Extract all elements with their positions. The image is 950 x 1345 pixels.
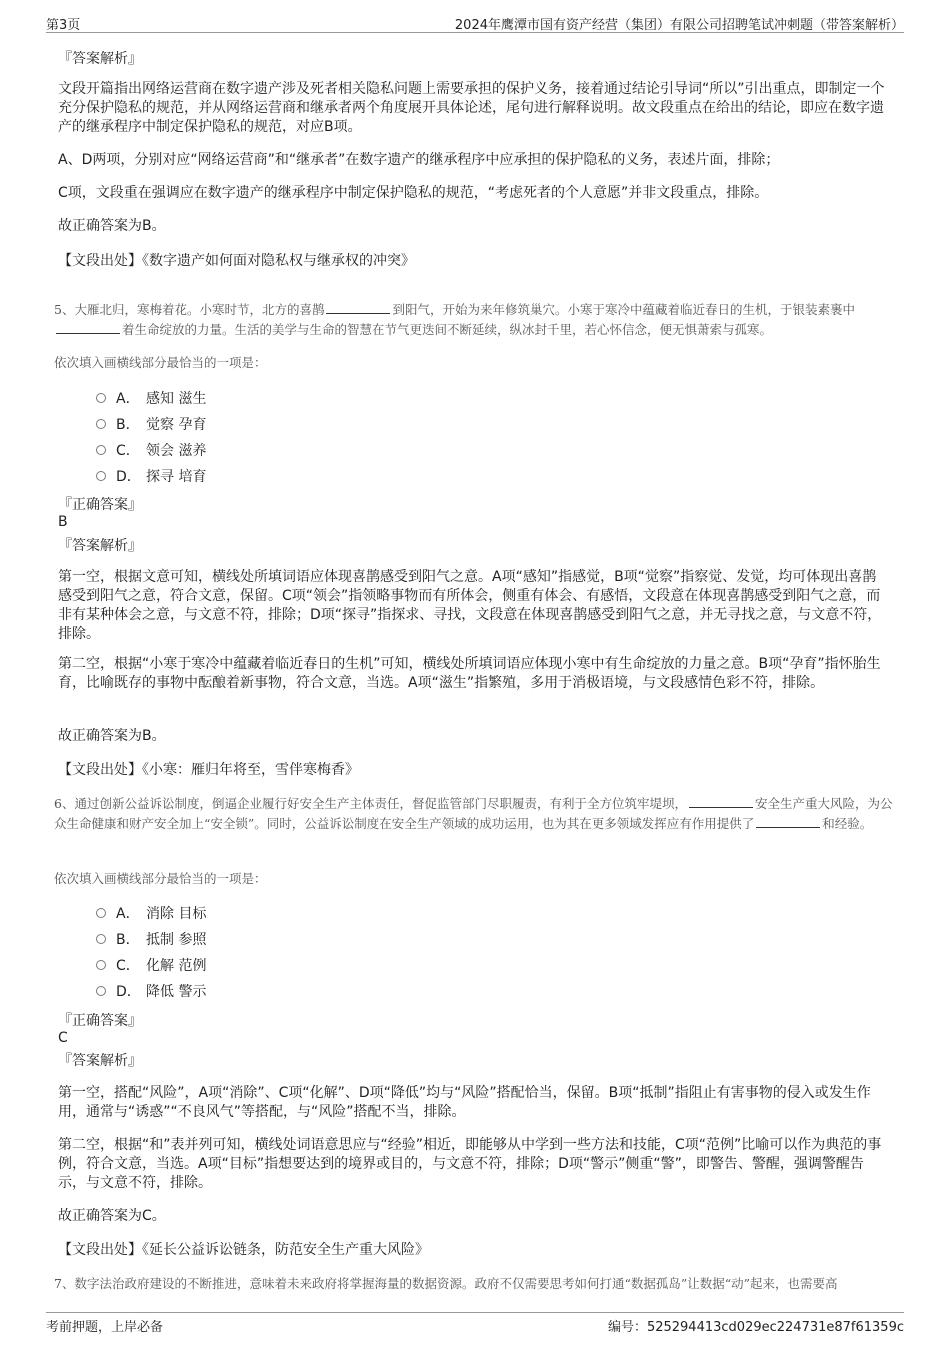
correct-answer: B (58, 514, 68, 530)
radio-icon[interactable] (96, 934, 106, 944)
radio-icon[interactable] (96, 445, 106, 455)
final-answer: 故正确答案为B。 (58, 728, 166, 744)
radio-icon[interactable] (96, 393, 106, 403)
option-d[interactable]: D． 降低 警示 (96, 981, 206, 1001)
fill-blank (56, 321, 120, 334)
question-5-stem: 5、大雁北归，寒梅着花。小寒时节，北方的喜鹊 到阳气，开始为来年修筑巢穴。小寒于寒冷中蕴藏着临近春日的生机，于银装素裹中着生命绽放的力量。生活的美学与生命的智慧在节气更迭间不断延续，纵冰封千里，若心怀信念，便无惧萧索与孤寒。 (54, 302, 855, 337)
source-citation: 【文段出处】《小寒：雁归年将至，雪伴寒梅香》 (58, 762, 359, 778)
fill-blank (689, 795, 753, 808)
option-c[interactable]: C． 化解 范例 (96, 955, 206, 975)
option-a[interactable]: A． 消除 目标 (96, 903, 206, 923)
analysis-paragraph: 第一空，根据文意可知，横线处所填词语应体现喜鹊感受到阳气之意。A项“感知”指感觉，B项“觉察”指察觉、发觉，均可体现出喜鹊感受到阳气之意，符合文意，保留。C项“领会”指领略事物而有所体会，侧重有体会、有感悟，文段意在体现喜鹊感受到阳气之意，而非有某种体会之意，与文意不符，排除；D项“探寻”指探求、寻找，文段意在体现喜鹊感受到阳气之意，并无寻找之意，与文意不符，排除。 (58, 569, 882, 642)
analysis-label: 『答案解析』 (58, 1053, 142, 1069)
radio-icon[interactable] (96, 986, 106, 996)
analysis-paragraph: 第二空，根据“和”表并列可知，横线处词语意思应与“经验”相近，即能够从中学到一些方法和技能，C项“范例”比喻可以作为典范的事例，符合文意，当选。A项“目标”指想要达到的境界或目的，与文意不符，排除；D项“警示”侧重“警”，即警告、警醒，强调警醒告示，与文意不符，排除。 (58, 1137, 882, 1191)
analysis-label: 『答案解析』 (58, 51, 142, 67)
correct-answer: C (58, 1030, 68, 1046)
page-number: 第3页 (46, 18, 81, 33)
radio-icon[interactable] (96, 419, 106, 429)
analysis-paragraph: 第二空，根据“小寒于寒冷中蕴藏着临近春日的生机”可知，横线处所填词语应体现小寒中有生命绽放的力量之意。B项“孕育”指怀胎生育，比喻既存的事物中酝酿着新事物，符合文意，当选。A项“滋生”指繁殖，多用于消极语境，与文段感情色彩不符，排除。 (58, 656, 881, 691)
option-b[interactable]: B． 觉察 孕育 (96, 414, 206, 434)
question-6-stem: 6、通过创新公益诉讼制度，倒逼企业履行好安全生产主体责任，督促监管部门尽职履责，有利于全方位筑牢堤坝， 安全生产重大风险，为公众生命健康和财产安全加上“安全锁”。同时，公益诉讼制度在安全生产领域的成功运用，也为其在更多领域发挥应有作用提供了 和经验。 (54, 796, 893, 831)
analysis-paragraph: 文段开篇指出网络运营商在数字遗产涉及死者相关隐私问题上需要承担的保护义务，接着通过结论引导词“所以”引出重点，即制定一个充分保护隐私的规范，并从网络运营商和继承者两个角度展开具体论述，尾句进行解释说明。故文段重点在给出的结论，即应在数字遗产的继承程序中制定保护隐私的规范，对应B项。 (58, 81, 885, 135)
analysis-label: 『答案解析』 (58, 538, 142, 554)
option-c[interactable]: C． 领会 滋养 (96, 440, 206, 460)
document-id: 编号：525294413cd029ec224731e87f61359c (607, 1320, 904, 1335)
question-prompt: 依次填入画横线部分最恰当的一项是： (54, 871, 267, 886)
source-citation: 【文段出处】《延长公益诉讼链条，防范安全生产重大风险》 (58, 1242, 429, 1258)
analysis-paragraph: 第一空，搭配“风险”，A项“消除”、C项“化解”、D项“降低”均与“风险”搭配恰当，保留。B项“抵制”指阻止有害事物的侵入或发生作用，通常与“诱惑”“不良风气”等搭配，与“风险”搭配不当，排除。 (58, 1085, 871, 1120)
analysis-paragraph: C项，文段重在强调应在数字遗产的继承程序中制定保护隐私的规范，“考虑死者的个人意愿”并非文段重点，排除。 (58, 185, 769, 201)
final-answer: 故正确答案为B。 (58, 218, 166, 234)
footer-slogan: 考前押题，上岸必备 (46, 1320, 164, 1335)
option-b[interactable]: B． 抵制 参照 (96, 929, 206, 949)
correct-answer-label: 『正确答案』 (58, 1013, 142, 1029)
analysis-paragraph: A、D两项，分别对应“网络运营商”和“继承者”在数字遗产的继承程序中应承担的保护隐私的义务，表述片面，排除； (58, 152, 780, 168)
radio-icon[interactable] (96, 960, 106, 970)
radio-icon[interactable] (96, 908, 106, 918)
page-header (46, 12, 904, 33)
correct-answer-label: 『正确答案』 (58, 497, 142, 513)
radio-icon[interactable] (96, 471, 106, 481)
page-footer (46, 1312, 904, 1333)
option-a[interactable]: A． 感知 滋生 (96, 388, 206, 408)
question-7-stem: 7、数字法治政府建设的不断推进，意味着未来政府将掌握海量的数据资源。政府不仅需要思考如何打通“数据孤岛”让数据“动”起来，也需要高 (54, 1276, 838, 1291)
options-list (96, 903, 206, 1001)
options-list (96, 388, 206, 486)
option-d[interactable]: D． 探寻 培育 (96, 466, 206, 486)
question-prompt: 依次填入画横线部分最恰当的一项是： (54, 355, 267, 370)
fill-blank (756, 815, 820, 828)
document-title: 2024年鹰潭市国有资产经营（集团）有限公司招聘笔试冲刺题（带答案解析） (454, 18, 904, 33)
fill-blank (326, 301, 390, 314)
final-answer: 故正确答案为C。 (58, 1208, 166, 1224)
source-citation: 【文段出处】《数字遗产如何面对隐私权与继承权的冲突》 (58, 253, 415, 269)
